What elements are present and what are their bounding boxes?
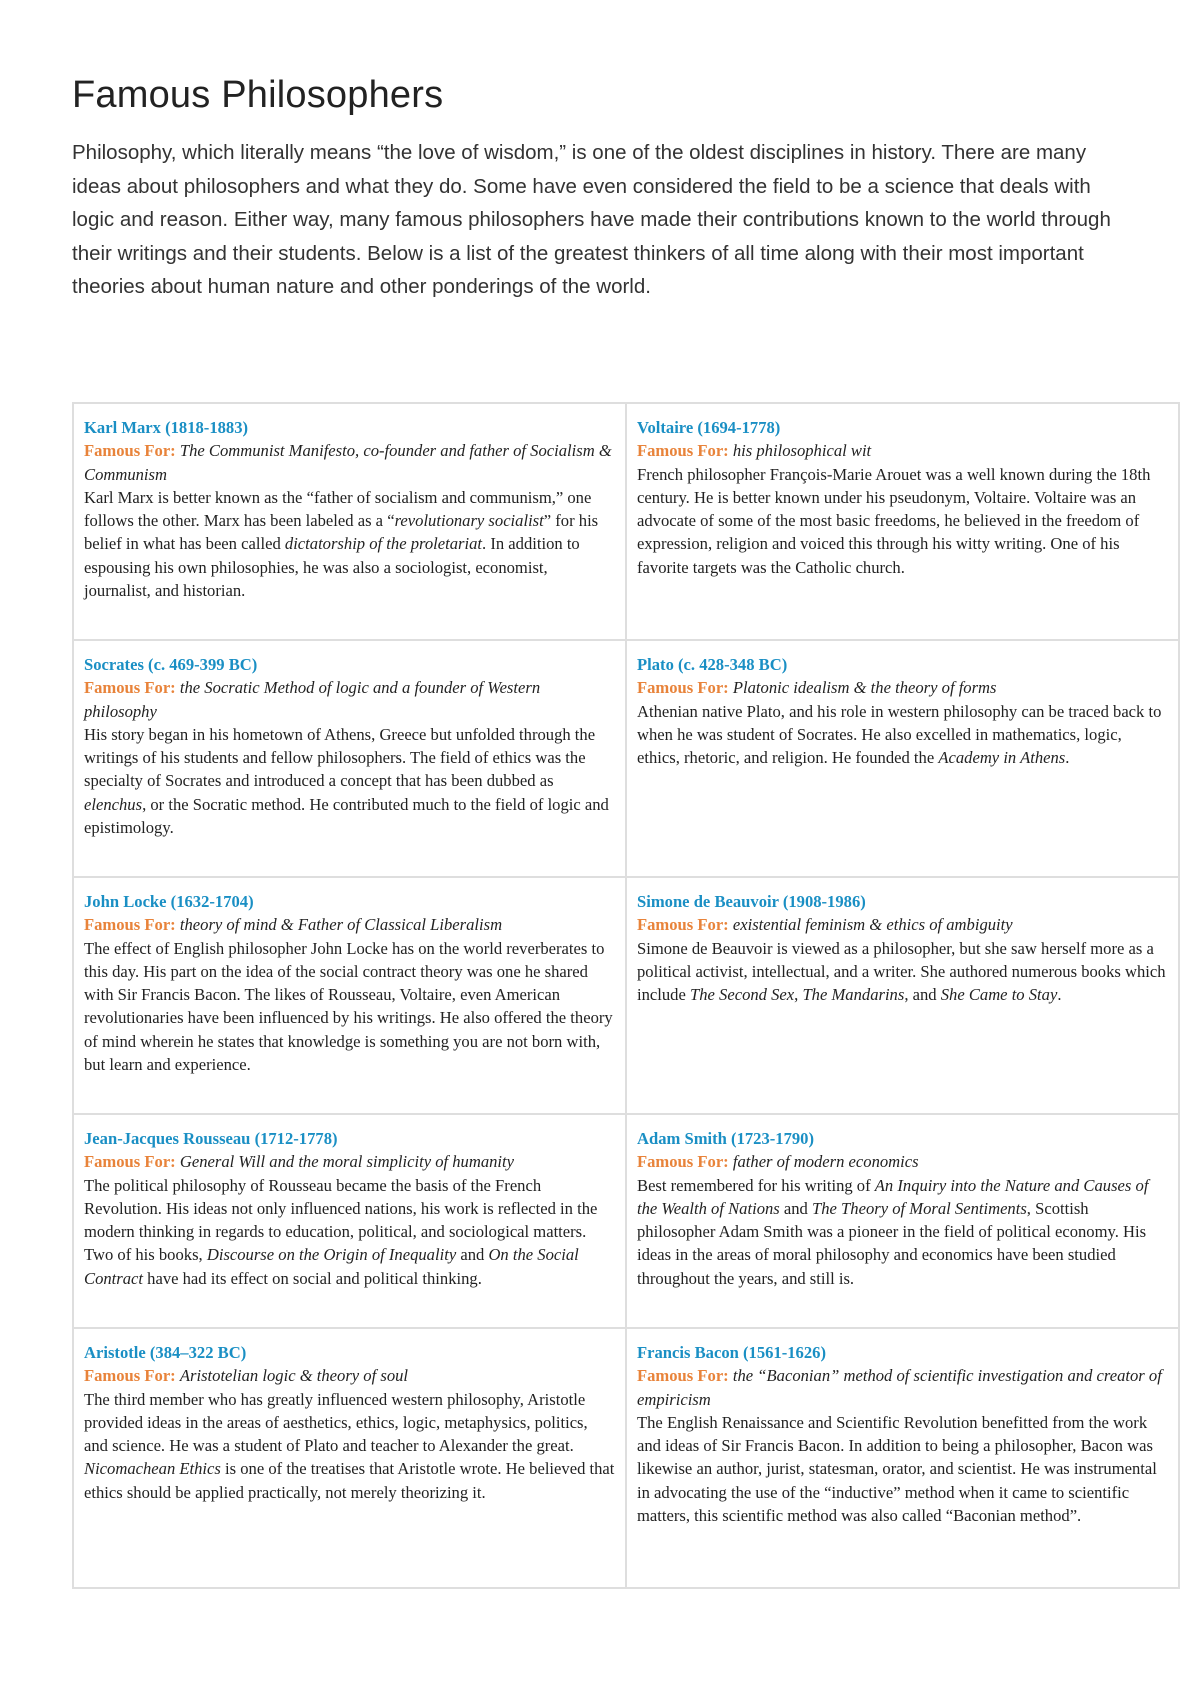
famous-for-value: the “Baconian” method of scientific investigation and creator of empiricism xyxy=(637,1366,1162,1409)
description-text: Simone de Beauvoir is viewed as a philosopher, but she saw herself more as a political activist, intellectual, and a writer. She authored numerous books which include xyxy=(637,938,1166,1005)
famous-for-line xyxy=(84,441,612,483)
description-text: The effect of English philosopher John Locke has on the world reverberates to this day. His part on the idea of the social contract theory was one he shared with Sir Francis Bacon. The likes of Rousseau, Voltaire, even American revolutionaries have been influenced by his writings. He also offered the theory of mind wherein he states that knowledge is something you are not born with, but learn and experience. xyxy=(84,938,613,1075)
famous-for-label: Famous For: xyxy=(84,441,176,461)
famous-for-value: General Will and the moral simplicity of humanity xyxy=(179,1152,515,1172)
table-row xyxy=(73,403,1179,640)
philosopher-name: Voltaire (1694-1778) xyxy=(637,418,781,437)
description-text: , or the Socratic method. He contributed much to the field of logic and epistimology. xyxy=(84,794,609,838)
famous-for-label: Famous For: xyxy=(637,1152,729,1172)
table-row xyxy=(73,640,1179,877)
description-text: The political philosophy of Rousseau became the basis of the French Revolution. His ideas not only influenced nations, his work is reflected in the modern thinking in regards to education, political, and sociological matters. Two of his books, xyxy=(84,1175,598,1265)
table-row xyxy=(73,1114,1179,1328)
italic-title: revolutionary socialist xyxy=(394,511,544,531)
philosopher-name: Plato (c. 428-348 BC) xyxy=(637,655,788,674)
description-text: Karl Marx is better known as the “father of socialism and communism,” one follows the other. Marx has been labeled as a “ xyxy=(84,487,592,531)
italic-title: elenchus xyxy=(84,794,143,814)
description-text: and xyxy=(456,1245,489,1265)
philosopher-description xyxy=(637,700,1168,770)
philosopher-name: Adam Smith (1723-1790) xyxy=(637,1129,814,1148)
italic-title: The Mandarins xyxy=(802,985,905,1005)
philosopher-card xyxy=(73,640,626,877)
philosophers-table xyxy=(72,402,1180,1589)
description-text: ” for his belief in what has been called xyxy=(84,511,599,554)
famous-for-label: Famous For: xyxy=(637,1366,729,1386)
famous-for-line xyxy=(84,1366,408,1385)
italic-title: dictatorship of the proletariat xyxy=(284,534,483,554)
philosopher-name: Francis Bacon (1561-1626) xyxy=(637,1343,826,1362)
famous-for-label: Famous For: xyxy=(84,1152,176,1172)
philosopher-card xyxy=(73,877,626,1114)
famous-for-line xyxy=(84,678,540,720)
famous-for-label: Famous For: xyxy=(637,678,729,698)
philosopher-description xyxy=(637,463,1168,579)
famous-for-value: his philosophical wit xyxy=(732,441,872,461)
philosopher-name: Aristotle (384–322 BC) xyxy=(84,1343,247,1362)
description-text: and xyxy=(779,1198,813,1218)
philosopher-name: John Locke (1632-1704) xyxy=(84,892,254,911)
page-title: Famous Philosophers xyxy=(72,74,444,116)
italic-title: The Theory of Moral Sentiments xyxy=(812,1198,1027,1218)
description-text: have had its effect on social and political thinking. xyxy=(143,1268,482,1288)
philosopher-name: Socrates (c. 469-399 BC) xyxy=(84,655,258,674)
philosopher-description xyxy=(84,723,615,839)
philosopher-name: Simone de Beauvoir (1908-1986) xyxy=(637,892,866,911)
famous-for-line xyxy=(637,678,997,697)
description-text: , Scottish philosopher Adam Smith was a pioneer in the field of political economy. His ideas in the areas of moral philosophy and economics have been studied throughout the years, and still is. xyxy=(637,1198,1147,1288)
italic-title: Discourse on the Origin of Inequality xyxy=(206,1245,457,1265)
famous-for-value: Platonic idealism & the theory of forms xyxy=(732,678,997,698)
philosopher-card xyxy=(626,403,1179,640)
intro-paragraph: Philosophy, which literally means “the love of wisdom,” is one of the oldest disciplines in history. There are many ideas about philosophers and what they do. Some have even considered the field to be a science that deals with logic and reason. Either way, many famous philosophers have made their contributions known to the world through their writings and their students. Below is a list of the greatest thinkers of all time along with their most important theories about human nature and other ponderings of the world. xyxy=(72,141,1111,299)
table-row xyxy=(73,1328,1179,1588)
famous-for-line xyxy=(84,1152,514,1171)
famous-for-label: Famous For: xyxy=(637,441,729,461)
philosopher-card xyxy=(626,1328,1179,1588)
description-text: The third member who has greatly influenced western philosophy, Aristotle provided ideas in the areas of aesthetics, ethics, logic, metaphysics, politics, and science. He was a student of Plato and teacher to Alexander the great. xyxy=(84,1389,588,1456)
description-text: Best remembered for his writing of xyxy=(637,1175,875,1195)
philosopher-card xyxy=(626,877,1179,1114)
famous-for-label: Famous For: xyxy=(84,1366,176,1386)
philosopher-description xyxy=(637,937,1168,1007)
famous-for-label: Famous For: xyxy=(84,678,176,698)
philosopher-name: Karl Marx (1818-1883) xyxy=(84,418,249,437)
famous-for-value: the Socratic Method of logic and a founder of Western philosophy xyxy=(84,678,541,721)
description-text: French philosopher François-Marie Arouet was a well known during the 18th century. He is better known under his pseudonym, Voltaire. Voltaire was an advocate of some of the most basic freedoms, he believed in the freedom of expression, religion and voiced this through his witty writing. One of his favorite targets was the Catholic church. xyxy=(637,464,1151,577)
italic-title: An Inquiry into the Nature and Causes of the Wealth of Nations xyxy=(637,1175,1149,1218)
famous-for-line xyxy=(84,915,502,934)
description-text: , xyxy=(794,985,803,1005)
description-text: The English Renaissance and Scientific Revolution benefitted from the work and ideas of Sir Francis Bacon. In addition to being a philosopher, Bacon was likewise an author, jurist, statesman, orator, and scientist. He was instrumental in advocating the use of the “inductive” method when it came to scientific matters, this scientific method was also called “Baconian method”. xyxy=(637,1412,1157,1526)
famous-for-value: theory of mind & Father of Classical Liberalism xyxy=(179,915,503,935)
table-row xyxy=(73,877,1179,1114)
description-text: His story began in his hometown of Athens, Greece but unfolded through the writings of his students and fellow philosophers. The field of ethics was the specialty of Socrates and introduced a concept that has been dubbed as xyxy=(84,724,596,791)
famous-for-value: existential feminism & ethics of ambiguity xyxy=(732,915,1013,935)
philosopher-description xyxy=(84,1174,615,1290)
description-text: . xyxy=(1057,985,1062,1005)
italic-title: Academy in Athens xyxy=(938,748,1066,768)
description-text: Athenian native Plato, and his role in western philosophy can be traced back to when he was student of Socrates. He also excelled in mathematics, logic, ethics, rhetoric, and religion. He founded the xyxy=(637,701,1162,768)
philosopher-description xyxy=(637,1174,1168,1290)
famous-for-label: Famous For: xyxy=(84,915,176,935)
philosopher-card xyxy=(626,640,1179,877)
famous-for-line xyxy=(637,915,1013,934)
italic-title: The Second Sex xyxy=(690,985,795,1005)
famous-for-line xyxy=(637,1152,919,1171)
famous-for-line xyxy=(637,1366,1162,1408)
famous-for-value: Aristotelian logic & theory of soul xyxy=(179,1366,409,1386)
description-text: is one of the treatises that Aristotle wrote. He believed that ethics should be applied practically, not merely theorizing it. xyxy=(84,1459,615,1502)
philosopher-description xyxy=(84,937,615,1077)
famous-for-line xyxy=(637,441,871,460)
philosopher-card xyxy=(626,1114,1179,1328)
philosopher-description xyxy=(84,486,615,602)
famous-for-value: father of modern economics xyxy=(732,1152,919,1172)
philosopher-description xyxy=(637,1411,1168,1527)
italic-title: Nicomachean Ethics xyxy=(84,1459,221,1479)
famous-for-label: Famous For: xyxy=(637,915,729,935)
italic-title: On the Social Contract xyxy=(84,1245,579,1288)
philosopher-card xyxy=(73,403,626,640)
famous-for-value: The Communist Manifesto, co-founder and father of Socialism & Communism xyxy=(84,441,612,484)
description-text: . In addition to espousing his own philosophies, he was also a sociologist, economist, journalist, and historian. xyxy=(84,534,580,601)
philosopher-description xyxy=(84,1388,615,1504)
description-text: . xyxy=(1065,748,1070,768)
italic-title: She Came to Stay xyxy=(940,985,1058,1005)
philosopher-card xyxy=(73,1328,626,1588)
philosopher-name: Jean-Jacques Rousseau (1712-1778) xyxy=(84,1129,338,1148)
description-text: , and xyxy=(904,985,941,1005)
philosopher-card xyxy=(73,1114,626,1328)
